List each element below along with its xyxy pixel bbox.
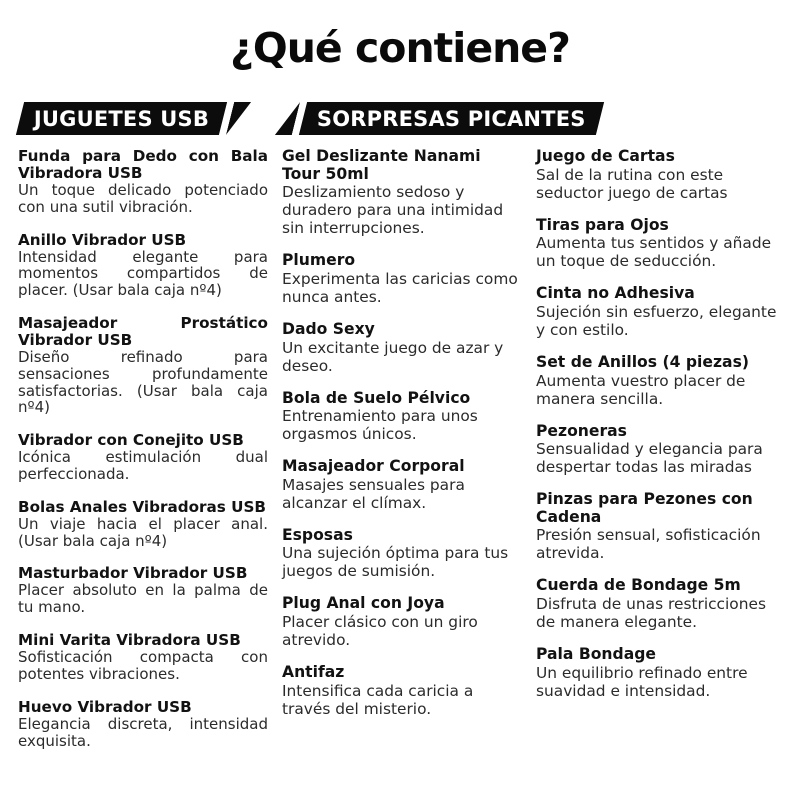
banner-sorpresas-picantes-box [299, 102, 604, 135]
banner-juguetes-usb-box [16, 102, 227, 135]
product-description: Un equilibrio refinado entre suavidad e intensidad. [536, 663, 748, 700]
product-name: Pala Bondage [536, 645, 656, 664]
product-name: Dado Sexy [282, 319, 375, 338]
product-description: Un viaje hacia el placer anal. (Usar bala caja nº4) [18, 514, 268, 550]
product-description: Experimenta las caricias como nunca antes. [282, 269, 518, 306]
product-name: Gel Deslizante Nanami Tour 50ml [282, 147, 481, 183]
product-description: Intensifica cada caricia a través del misterio. [282, 681, 474, 718]
product-name: Bolas Anales Vibradoras USB [18, 497, 266, 516]
product-item [536, 491, 788, 562]
product-description: Icónica estimulación dual perfeccionada. [18, 448, 268, 484]
product-item [282, 527, 522, 581]
product-description: Masajes sensuales para alcanzar el clímax. [282, 475, 465, 512]
product-item [282, 390, 522, 444]
product-item [282, 664, 522, 718]
product-item [536, 148, 788, 202]
product-item [18, 565, 268, 616]
slash-decoration-icon [226, 102, 251, 135]
product-item [18, 699, 268, 750]
product-description: Diseño refinado para sensaciones profundamente satisfactorias. (Usar bala caja nº4) [18, 348, 268, 417]
product-name: Juego de Cartas [536, 147, 675, 165]
product-item [282, 595, 522, 649]
content-columns [10, 148, 790, 765]
product-description: Aumenta vuestro placer de manera sencilla. [536, 371, 746, 408]
product-description: Deslizamiento sedoso y duradero para una intimidad sin interrupciones. [282, 183, 504, 238]
product-item [282, 148, 522, 237]
product-name: Esposas [282, 525, 353, 544]
banner-sorpresas-picantes-label: SORPRESAS PICANTES [317, 106, 586, 131]
product-name: Set de Anillos (4 piezas) [536, 352, 749, 371]
column-sorpresas-picantes-1 [282, 148, 522, 765]
banner-sorpresas-picantes [279, 102, 600, 135]
product-name: Tiras para Ojos [536, 215, 669, 234]
product-item [18, 432, 268, 483]
product-description: Intensidad elegante para momentos compartidos de placer. (Usar bala caja nº4) [18, 247, 268, 300]
product-name: Masajeador Prostático Vibrador USB [18, 314, 268, 350]
product-name: Anillo Vibrador USB [18, 230, 187, 249]
product-item [536, 646, 788, 700]
product-name: Masturbador Vibrador USB [18, 564, 248, 583]
product-name: Bola de Suelo Pélvico [282, 388, 471, 407]
product-description: Placer absoluto en la palma de tu mano. [18, 581, 268, 617]
product-description: Elegancia discreta, intensidad exquisita. [18, 714, 268, 750]
product-name: Masajeador Corporal [282, 457, 465, 476]
banner-juguetes-usb [20, 102, 247, 135]
column-juguetes-usb [18, 148, 268, 765]
product-item [18, 148, 268, 216]
product-item [536, 423, 788, 477]
column-sorpresas-picantes-2 [536, 148, 788, 765]
page-title: ¿Qué contiene? [230, 24, 570, 72]
banner-juguetes-usb-label: JUGUETES USB [34, 106, 210, 131]
product-name: Funda para Dedo con Bala Vibradora USB [18, 147, 268, 183]
product-description: Entrenamiento para unos orgasmos únicos. [282, 407, 478, 444]
product-item [536, 285, 788, 339]
product-name: Mini Varita Vibradora USB [18, 631, 241, 650]
product-item [18, 632, 268, 683]
product-description: Una sujeción óptima para tus juegos de sumisión. [282, 544, 509, 581]
product-description: Sujeción sin esfuerzo, elegante y con estilo. [536, 302, 777, 339]
product-name: Pinzas para Pezones con Cadena [536, 490, 753, 526]
product-name: Plumero [282, 251, 356, 270]
product-item [18, 232, 268, 299]
product-item [536, 217, 788, 271]
product-description: Presión sensual, sofisticación atrevida. [536, 526, 761, 563]
product-item [18, 315, 268, 416]
product-name: Cuerda de Bondage 5m [536, 576, 741, 595]
product-description: Sofisticación compacta con potentes vibraciones. [18, 648, 268, 683]
product-description: Disfruta de unas restricciones de manera elegante. [536, 595, 766, 632]
section-banners [20, 102, 790, 135]
product-name: Antifaz [282, 663, 345, 682]
product-item [18, 499, 268, 550]
product-item [282, 321, 522, 375]
product-description: Placer clásico con un giro atrevido. [282, 613, 478, 650]
product-name: Pezoneras [536, 421, 627, 440]
product-item [282, 458, 522, 512]
product-item [536, 577, 788, 631]
slash-decoration-icon [275, 102, 300, 135]
product-description: Sensualidad y elegancia para despertar todas las miradas [536, 440, 763, 477]
product-name: Huevo Vibrador USB [18, 697, 192, 716]
product-description: Sal de la rutina con este seductor juego de cartas [536, 165, 728, 202]
product-item [282, 252, 522, 306]
product-description: Un excitante juego de azar y deseo. [282, 338, 504, 375]
product-item [536, 354, 788, 408]
product-name: Plug Anal con Joya [282, 594, 445, 613]
product-description: Aumenta tus sentidos y añade un toque de seducción. [536, 234, 772, 271]
product-description: Un toque delicado potenciado con una sutil vibración. [18, 181, 268, 216]
product-name: Cinta no Adhesiva [536, 284, 695, 303]
product-name: Vibrador con Conejito USB [18, 431, 244, 450]
